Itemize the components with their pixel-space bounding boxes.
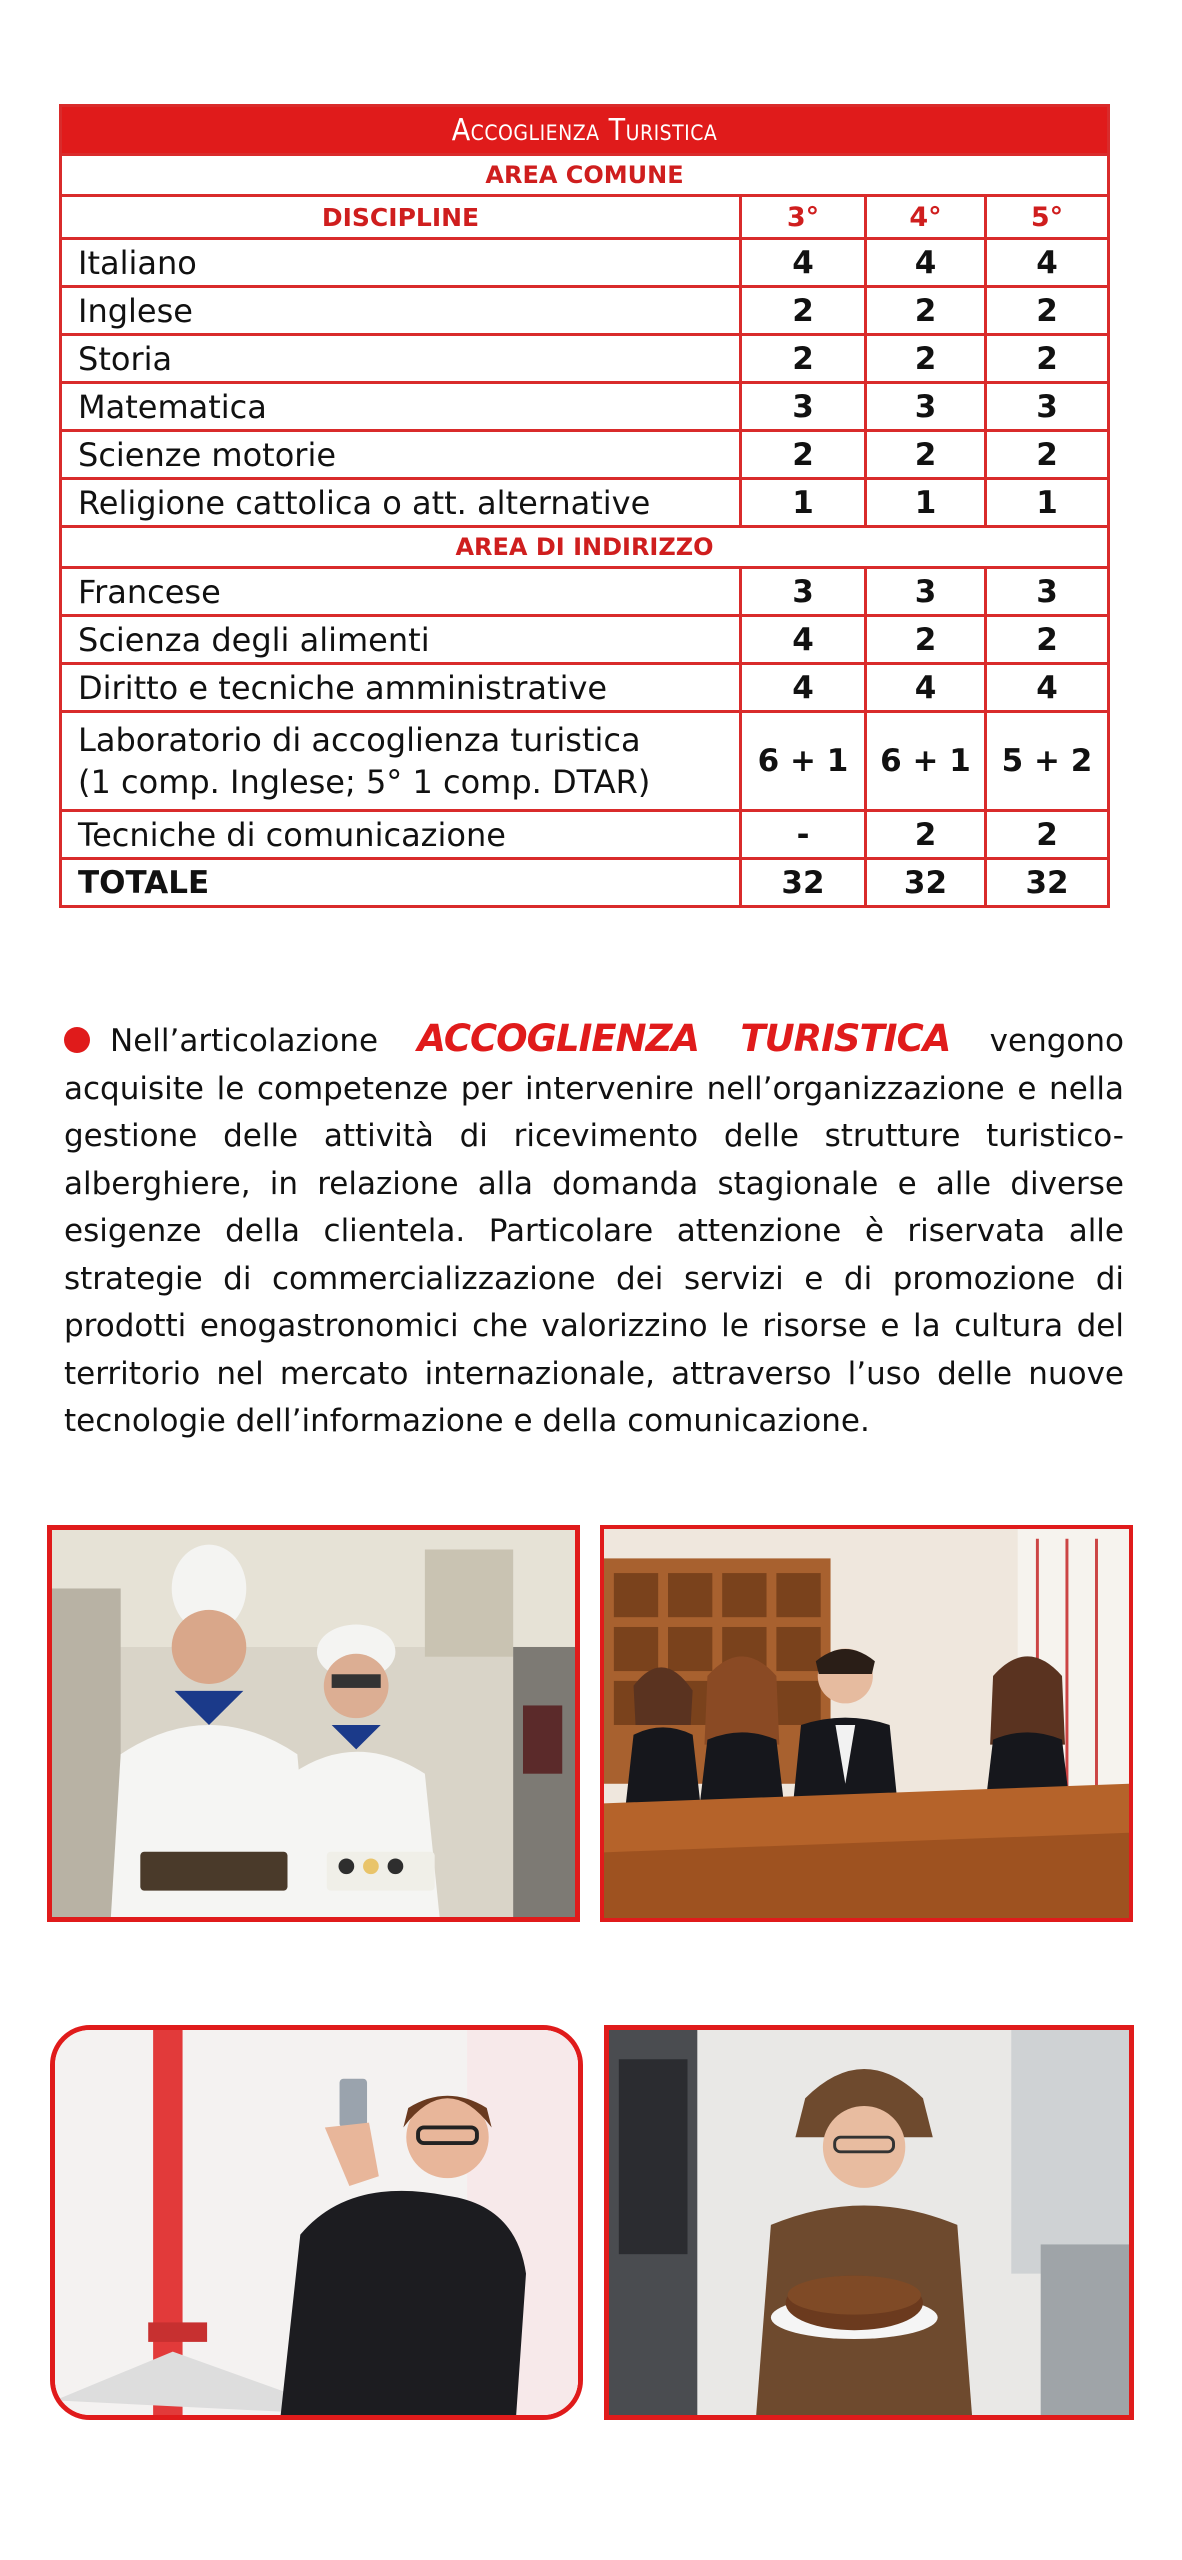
subject-name bbox=[61, 712, 741, 811]
reception-staff-photo bbox=[600, 1525, 1133, 1922]
table-row bbox=[61, 664, 1109, 712]
hours-5: 2 bbox=[986, 616, 1109, 664]
hours-3: 1 bbox=[741, 479, 866, 527]
area-comune-row bbox=[61, 155, 1109, 196]
hours-5: 3 bbox=[986, 568, 1109, 616]
total-5: 32 bbox=[986, 859, 1109, 907]
area-comune-header: AREA COMUNE bbox=[61, 155, 1109, 196]
hours-5: 2 bbox=[986, 811, 1109, 859]
paragraph-body: vengono acquisite le competenze per intervenire nell’organizzazione e nella gestione delle attività di ricevimento delle strutture turistico-alberghiere, in relazione alla domanda stagionale e alle diverse esigenze della clientela. Particolare attenzione è riservata alle strategie di commercializzazione dei servizi e di promozione di prodotti enogastronomici che valorizzino le risorse e la cultura del territorio nel mercato internazionale, attraverso l’uso delle nuove tecnologie dell’informazione e della comunicazione. bbox=[64, 1023, 1124, 1439]
chefs-with-sushi-photo bbox=[47, 1525, 580, 1922]
hours-5: 4 bbox=[986, 664, 1109, 712]
table-title-row bbox=[61, 106, 1109, 155]
hours-4: 2 bbox=[866, 616, 986, 664]
total-label: TOTALE bbox=[61, 859, 741, 907]
table-row bbox=[61, 811, 1109, 859]
subject-name: Diritto e tecniche amministrative bbox=[61, 664, 741, 712]
hours-4: 1 bbox=[866, 479, 986, 527]
area-indirizzo-row bbox=[61, 527, 1109, 568]
hours-3: 2 bbox=[741, 335, 866, 383]
hours-5: 3 bbox=[986, 383, 1109, 431]
subject-name: Storia bbox=[61, 335, 741, 383]
hours-4: 2 bbox=[866, 287, 986, 335]
subject-name: Scienze motorie bbox=[61, 431, 741, 479]
subject-name: Scienza degli alimenti bbox=[61, 616, 741, 664]
hours-4: 4 bbox=[866, 664, 986, 712]
table-row bbox=[61, 383, 1109, 431]
subject-name: Religione cattolica o att. alternative bbox=[61, 479, 741, 527]
student-taking-photo-photo bbox=[50, 2025, 583, 2420]
table-title: Accoglienza Turistica bbox=[61, 106, 1109, 155]
hours-3: 2 bbox=[741, 431, 866, 479]
column-header-row bbox=[61, 196, 1109, 239]
total-3: 32 bbox=[741, 859, 866, 907]
table-row bbox=[61, 335, 1109, 383]
total-row bbox=[61, 859, 1109, 907]
curriculum-table bbox=[59, 104, 1110, 908]
table-row bbox=[61, 431, 1109, 479]
hours-3: 3 bbox=[741, 568, 866, 616]
hours-4: 2 bbox=[866, 335, 986, 383]
hours-3: 4 bbox=[741, 664, 866, 712]
hours-4: 3 bbox=[866, 568, 986, 616]
subject-name-line1: Laboratorio di accoglienza turistica bbox=[78, 721, 641, 759]
hours-4: 6 + 1 bbox=[866, 712, 986, 811]
hours-5: 2 bbox=[986, 335, 1109, 383]
hours-3: 2 bbox=[741, 287, 866, 335]
subject-name: Tecniche di comunicazione bbox=[61, 811, 741, 859]
subject-name: Matematica bbox=[61, 383, 741, 431]
table-row bbox=[61, 287, 1109, 335]
hours-5: 2 bbox=[986, 431, 1109, 479]
table-row bbox=[61, 712, 1109, 811]
col-discipline-header: DISCIPLINE bbox=[61, 196, 741, 239]
bullet-dot-icon bbox=[64, 1027, 90, 1053]
subject-name-line2: (1 comp. Inglese; 5° 1 comp. DTAR) bbox=[78, 763, 651, 801]
table-row bbox=[61, 239, 1109, 287]
hours-5: 4 bbox=[986, 239, 1109, 287]
hours-4: 2 bbox=[866, 811, 986, 859]
subject-name: Francese bbox=[61, 568, 741, 616]
col-3-header: 3° bbox=[741, 196, 866, 239]
subject-name: Inglese bbox=[61, 287, 741, 335]
hours-4: 4 bbox=[866, 239, 986, 287]
table-row bbox=[61, 568, 1109, 616]
hours-4: 3 bbox=[866, 383, 986, 431]
hours-3: 4 bbox=[741, 239, 866, 287]
hours-4: 2 bbox=[866, 431, 986, 479]
paragraph-highlight: ACCOGLIENZA TURISTICA bbox=[417, 1017, 951, 1060]
hours-3: 4 bbox=[741, 616, 866, 664]
hours-5: 2 bbox=[986, 287, 1109, 335]
hours-3: 3 bbox=[741, 383, 866, 431]
hours-3: - bbox=[741, 811, 866, 859]
hours-5: 1 bbox=[986, 479, 1109, 527]
total-4: 32 bbox=[866, 859, 986, 907]
area-indirizzo-header: AREA DI INDIRIZZO bbox=[61, 527, 1109, 568]
table-row bbox=[61, 616, 1109, 664]
subject-name: Italiano bbox=[61, 239, 741, 287]
paragraph-lead: Nell’articolazione bbox=[110, 1023, 379, 1059]
table-row bbox=[61, 479, 1109, 527]
col-5-header: 5° bbox=[986, 196, 1109, 239]
pastry-student-cake-photo bbox=[604, 2025, 1134, 2420]
hours-5: 5 + 2 bbox=[986, 712, 1109, 811]
hours-3: 6 + 1 bbox=[741, 712, 866, 811]
col-4-header: 4° bbox=[866, 196, 986, 239]
description-paragraph bbox=[64, 1015, 1124, 1446]
